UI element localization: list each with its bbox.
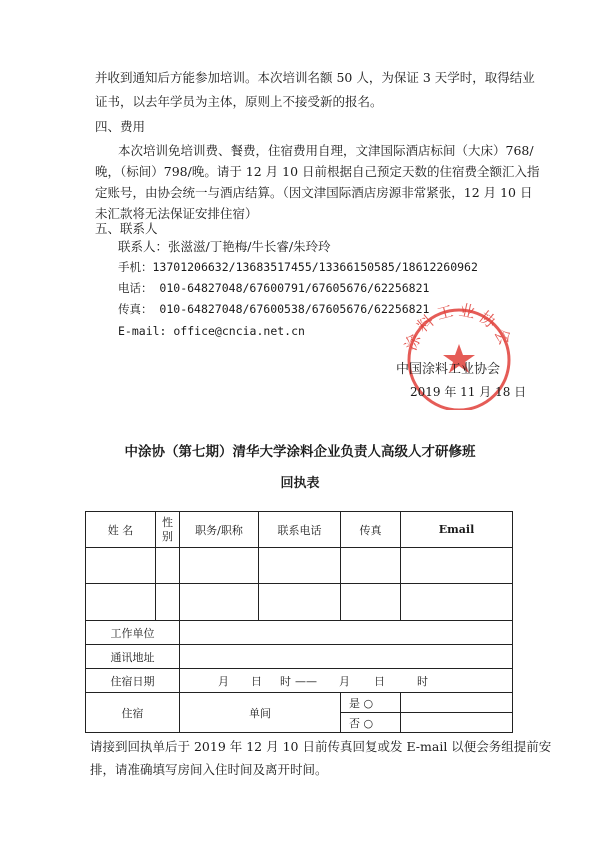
name-cell[interactable]: [86, 584, 156, 621]
lodging-row: [86, 693, 513, 713]
header-name: 姓 名: [86, 512, 156, 548]
contact-fax: 传真： 010-64827048/67600538/67605676/62256821: [118, 302, 430, 316]
lodging-yes-option[interactable]: 是 ○: [341, 693, 401, 713]
footer-line-2: 排，请准确填写房间入住时间及离开时间。: [90, 762, 328, 777]
footer-line-1: 请接到回执单后于 2019 年 12 月 10 日前传真回复或发 E-mail 以便会务组提前安: [90, 739, 552, 754]
tel-cell[interactable]: [259, 584, 341, 621]
fax-cell[interactable]: [341, 584, 401, 621]
gender-cell[interactable]: [156, 584, 180, 621]
notice-line-2: 证书，以去年学员为主体，原则上不接受新的报名。: [95, 94, 383, 109]
name-cell[interactable]: [86, 548, 156, 584]
gender-cell[interactable]: [156, 548, 180, 584]
contact-heading: 五、联系人: [95, 221, 158, 236]
stay-date-field[interactable]: 月 日 时 —— 月 日 时: [180, 669, 513, 693]
email-cell[interactable]: [401, 584, 513, 621]
lodging-no-option[interactable]: 否 ○: [341, 713, 401, 733]
position-cell[interactable]: [180, 548, 259, 584]
table-row: [86, 584, 513, 621]
notice-line-1: 并收到通知后方能参加培训。本次培训名额 50 人，为保证 3 天学时，取得结业: [95, 70, 535, 85]
seal-text: 涂料工业协会: [400, 300, 517, 354]
signature-org: 中国涂料工业协会: [396, 362, 501, 377]
header-email: Email: [401, 512, 513, 548]
contact-email: E-mail: office@cncia.net.cn: [118, 324, 305, 338]
contact-phone: 电话： 010-64827048/67600791/67605676/62256821: [118, 281, 430, 295]
fee-line-4: 未汇款将无法保证安排住宿）: [95, 206, 258, 221]
lodging-yes-extra: [401, 693, 513, 713]
position-cell[interactable]: [180, 584, 259, 621]
address-label: 通讯地址: [86, 645, 180, 669]
contact-mobile: 手机：13701206632/13683517455/13366150585/18612260962: [118, 260, 478, 274]
header-gender: 性 别: [156, 512, 180, 548]
contact-names: 联系人：张滋滋/丁艳梅/牛长睿/朱玲玲: [118, 239, 331, 254]
header-tel: 联系电话: [259, 512, 341, 548]
table-header-row: [86, 512, 513, 548]
signature-date: 2019 年 11 月 18 日: [410, 385, 527, 399]
form-subtitle: 回执表: [280, 476, 320, 491]
fee-line-2: 晚，（标间）798/晚。请于 12 月 10 日前根据自己预定天数的住宿费全额汇入指: [95, 164, 540, 179]
table-row: [86, 548, 513, 584]
header-fax: 传真: [341, 512, 401, 548]
stay-date-row: [86, 669, 513, 693]
fax-cell[interactable]: [341, 548, 401, 584]
company-row: [86, 621, 513, 645]
address-row: [86, 645, 513, 669]
company-label: 工作单位: [86, 621, 180, 645]
company-field[interactable]: [180, 621, 513, 645]
header-position: 职务/职称: [180, 512, 259, 548]
single-room-label: 单间: [180, 693, 341, 733]
stay-date-label: 住宿日期: [86, 669, 180, 693]
fee-line-3: 定账号，由协会统一与酒店结算。（因文津国际酒店房源非常紧张，12 月 10 日: [95, 185, 533, 200]
tel-cell[interactable]: [259, 548, 341, 584]
fee-line-1: 本次培训免培训费、餐费，住宿费用自理，文津国际酒店标间（大床）768/: [118, 143, 534, 158]
form-title: 中涂协（第七期）清华大学涂料企业负责人高级人才研修班: [124, 444, 476, 460]
fee-heading: 四、费用: [95, 119, 146, 134]
receipt-form-table: [85, 511, 513, 733]
lodging-no-extra: [401, 713, 513, 733]
address-field[interactable]: [180, 645, 513, 669]
lodging-label: 住宿: [86, 693, 180, 733]
email-cell[interactable]: [401, 548, 513, 584]
